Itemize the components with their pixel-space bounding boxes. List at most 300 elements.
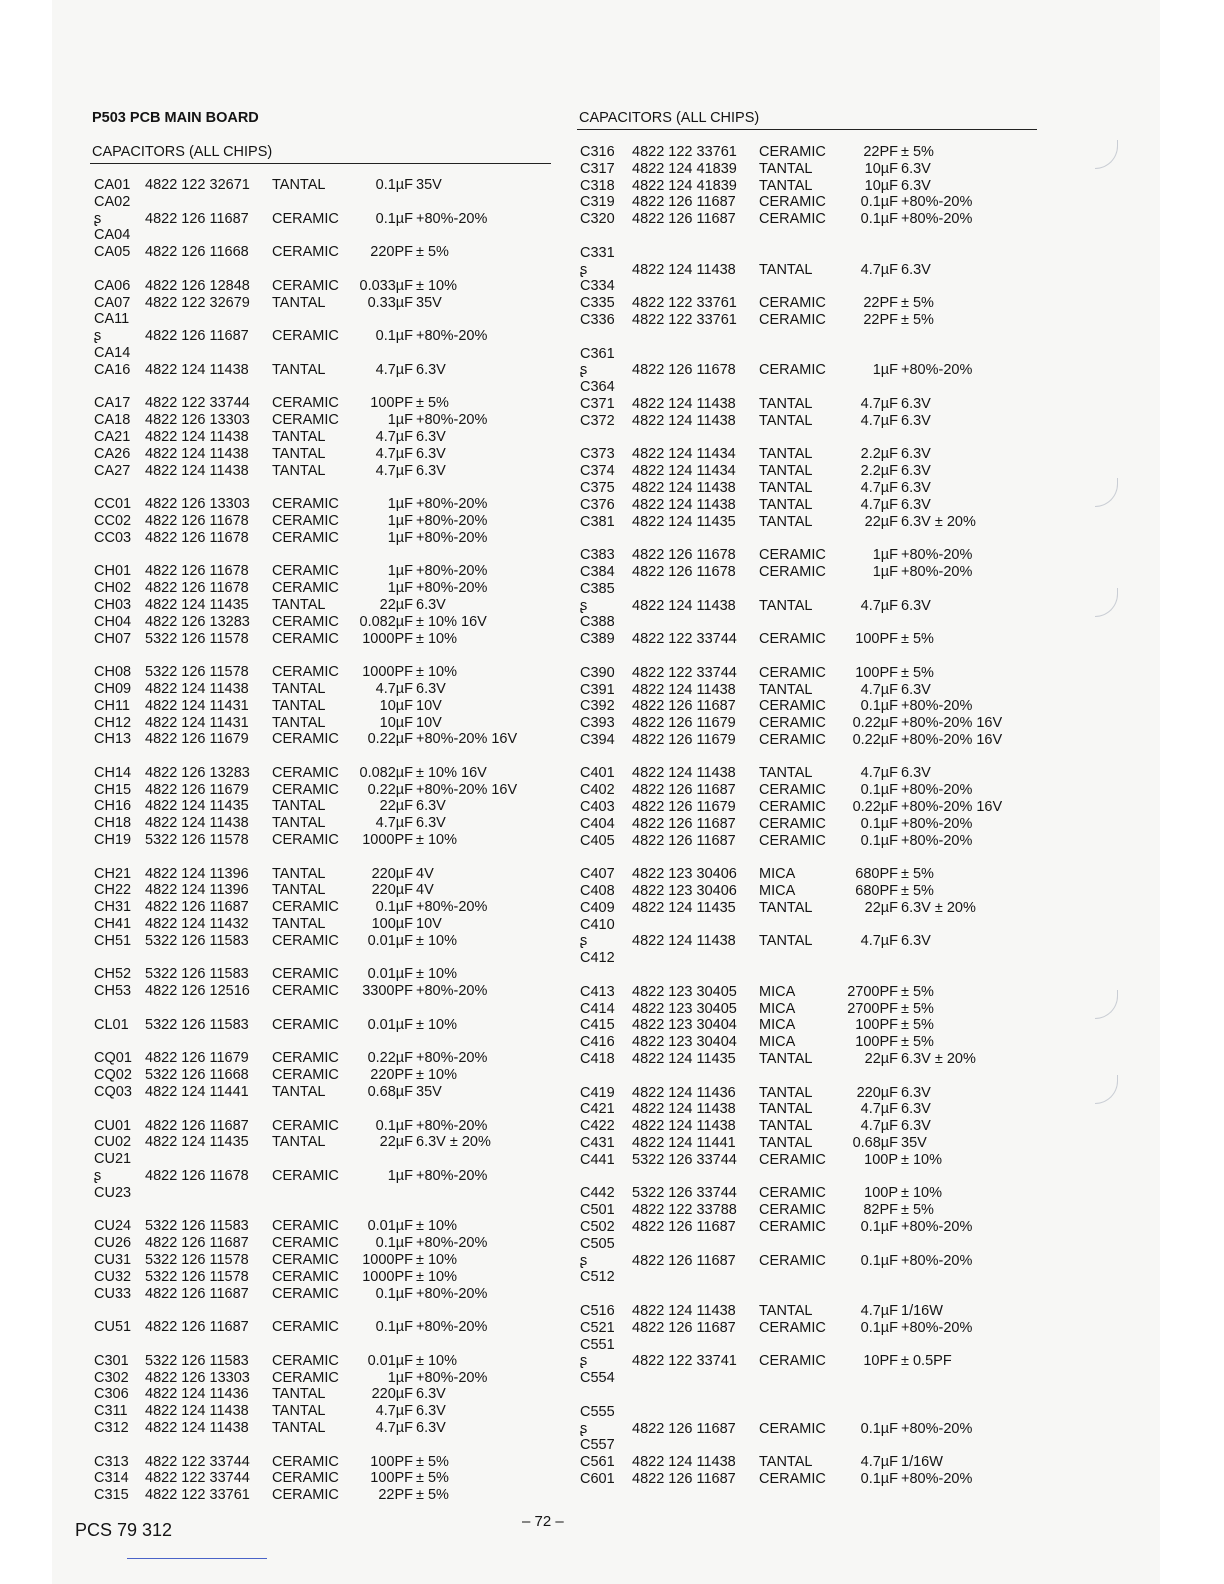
- ref-designator: CA21: [94, 428, 131, 445]
- capacitor-type: CERAMIC: [272, 983, 339, 1000]
- part-number: 4822 126 11678: [145, 512, 249, 529]
- capacitor-type: CERAMIC: [759, 832, 826, 849]
- part-number: 4822 122 33744: [145, 395, 250, 412]
- capacitor-type: TANTAL: [759, 412, 813, 429]
- tolerance-spec: 6.3V: [416, 1403, 446, 1420]
- ref-designator: CH13: [94, 731, 132, 748]
- list-item: [580, 866, 1040, 883]
- list-item: [580, 144, 1040, 161]
- part-number: 5322 126 11583: [145, 1218, 249, 1235]
- part-number: 4822 126 13303: [145, 1369, 250, 1386]
- list-item: [94, 866, 554, 883]
- capacitor-type: CERAMIC: [272, 613, 339, 630]
- capacitor-type: CERAMIC: [759, 563, 826, 580]
- ref-designator: ʂ: [580, 1252, 588, 1269]
- capacitor-type: TANTAL: [759, 765, 813, 782]
- part-number: 4822 126 11678: [632, 547, 736, 564]
- capacitor-type: CERAMIC: [759, 1202, 826, 1219]
- tolerance-spec: ± 5%: [416, 1453, 449, 1470]
- capacitor-type: CERAMIC: [272, 1252, 339, 1268]
- capacitance-value: 220PF: [370, 244, 413, 261]
- part-number: 4822 123 30405: [632, 1000, 737, 1017]
- list-item: [94, 345, 554, 362]
- capacitance-value: 4.7µF: [860, 765, 898, 782]
- capacitance-value: 100PF: [370, 1470, 413, 1487]
- capacitor-type: CERAMIC: [272, 1369, 339, 1386]
- tolerance-spec: +80%-20%: [901, 563, 973, 580]
- capacitor-type: TANTAL: [759, 597, 813, 614]
- list-item: [94, 798, 554, 815]
- ref-designator: C408: [580, 883, 615, 900]
- list-item: [94, 311, 554, 328]
- capacitor-type: CERAMIC: [272, 277, 339, 294]
- part-number: 4822 126 11687: [632, 211, 736, 228]
- ref-designator: C561: [580, 1454, 615, 1471]
- list-spacer: [580, 228, 1040, 245]
- ref-designator: C320: [580, 211, 615, 228]
- capacitor-type: CERAMIC: [272, 1218, 339, 1235]
- ref-designator: CH52: [94, 966, 132, 983]
- capacitor-type: TANTAL: [272, 798, 326, 815]
- ref-designator: C403: [580, 799, 615, 816]
- ref-designator: ʂ: [580, 362, 588, 379]
- ref-designator: CH18: [94, 815, 132, 832]
- capacitance-value: 4.7µF: [375, 1403, 413, 1420]
- ref-designator: CH15: [94, 781, 132, 798]
- list-item: [580, 1202, 1040, 1219]
- part-number: 4822 124 11438: [145, 680, 249, 697]
- capacitance-value: 0.22µF: [367, 731, 413, 748]
- list-item: [580, 833, 1040, 850]
- capacitor-type: TANTAL: [759, 681, 813, 698]
- ref-designator: C373: [580, 446, 615, 463]
- list-item: [94, 429, 554, 446]
- capacitance-value: 0.1µF: [375, 1285, 413, 1302]
- ref-designator: C313: [94, 1453, 129, 1470]
- capacitor-type: MICA: [759, 983, 796, 1000]
- ref-designator: C394: [580, 731, 615, 748]
- capacitance-value: 4.7µF: [860, 1101, 898, 1118]
- ref-designator: CH53: [94, 983, 132, 1000]
- tolerance-spec: 6.3V: [901, 1084, 931, 1101]
- capacitance-value: 680PF: [855, 883, 898, 900]
- ref-designator: CH16: [94, 798, 132, 815]
- tolerance-spec: 6.3V: [901, 177, 931, 194]
- capacitance-value: 0.68µF: [852, 1135, 898, 1152]
- list-item: [580, 346, 1040, 363]
- list-item: [580, 497, 1040, 514]
- capacitance-value: 1µF: [387, 1168, 413, 1185]
- capacitor-type: TANTAL: [759, 1084, 813, 1101]
- tolerance-spec: 6.3V: [901, 412, 931, 429]
- ref-designator: C302: [94, 1369, 129, 1386]
- capacitance-value: 1µF: [387, 1369, 413, 1386]
- ref-designator: CA14: [94, 344, 131, 361]
- tolerance-spec: +80%-20%: [416, 1235, 488, 1252]
- list-item: [580, 161, 1040, 178]
- part-number: 4822 122 32679: [145, 294, 250, 311]
- tolerance-spec: 6.3V: [901, 597, 931, 614]
- part-number: 4822 126 11678: [145, 563, 249, 580]
- tolerance-spec: ± 10%: [416, 1252, 458, 1268]
- capacitance-value: 10µF: [379, 714, 413, 731]
- capacitor-type: TANTAL: [759, 160, 813, 177]
- ref-designator: CH08: [94, 664, 132, 681]
- tolerance-spec: 6.3V: [416, 462, 446, 479]
- capacitance-value: 4.7µF: [375, 462, 413, 479]
- part-number: 4822 124 11434: [632, 446, 736, 463]
- list-item: [94, 1286, 554, 1303]
- list-item: [580, 665, 1040, 682]
- ref-designator: ʂ: [580, 933, 588, 950]
- capacitor-type: TANTAL: [272, 361, 326, 378]
- list-item: [580, 1219, 1040, 1236]
- list-item: [580, 446, 1040, 463]
- list-item: [94, 698, 554, 715]
- capacitor-type: CERAMIC: [759, 799, 826, 816]
- list-item: [580, 396, 1040, 413]
- part-number: 4822 126 11687: [632, 698, 736, 715]
- tolerance-spec: +80%-20%: [416, 1168, 488, 1185]
- tolerance-spec: ± 5%: [416, 1487, 449, 1504]
- ref-designator: C381: [580, 513, 615, 530]
- list-item: [94, 1235, 554, 1252]
- ref-designator: CH07: [94, 630, 132, 647]
- part-number: 5322 126 11578: [145, 832, 249, 849]
- capacitance-value: 0.22µF: [367, 1050, 413, 1067]
- list-item: [580, 581, 1040, 598]
- list-spacer: [580, 329, 1040, 346]
- capacitor-type: CERAMIC: [272, 932, 339, 949]
- ref-designator: CQ03: [94, 1084, 132, 1101]
- capacitor-type: CERAMIC: [272, 899, 339, 916]
- capacitance-value: 4.7µF: [860, 412, 898, 429]
- capacitance-value: 1µF: [387, 580, 413, 597]
- capacitor-type: CERAMIC: [272, 1168, 339, 1185]
- capacitor-type: MICA: [759, 866, 796, 883]
- capacitance-value: 22PF: [378, 1487, 413, 1504]
- list-item: [94, 631, 554, 648]
- list-item: [94, 1134, 554, 1151]
- capacitor-type: TANTAL: [759, 479, 813, 496]
- capacitance-value: 4.7µF: [375, 428, 413, 445]
- list-spacer: [580, 967, 1040, 984]
- capacitance-value: 0.1µF: [375, 1235, 413, 1252]
- capacitor-type: CERAMIC: [759, 194, 826, 211]
- list-item: [580, 1421, 1040, 1438]
- ref-designator: CC03: [94, 529, 132, 546]
- ref-designator: CA07: [94, 294, 131, 311]
- list-spacer: [94, 479, 554, 496]
- list-item: [580, 514, 1040, 531]
- part-number: 4822 122 33744: [632, 664, 737, 681]
- capacitor-type: TANTAL: [272, 1419, 326, 1436]
- tolerance-spec: ± 5%: [901, 295, 934, 312]
- part-number: 4822 126 11679: [632, 715, 736, 732]
- tolerance-spec: +80%-20%: [901, 1252, 973, 1269]
- list-item: [580, 782, 1040, 799]
- list-item: [94, 731, 554, 748]
- capacitance-value: 4.7µF: [860, 1302, 898, 1319]
- capacitance-value: 0.01µF: [367, 1016, 413, 1033]
- list-spacer: [94, 1034, 554, 1051]
- tolerance-spec: 6.3V: [416, 596, 446, 613]
- capacitance-value: 220µF: [371, 1386, 413, 1403]
- ref-designator: C374: [580, 463, 615, 480]
- list-item: [94, 1269, 554, 1286]
- list-spacer: [94, 1202, 554, 1219]
- capacitor-type: MICA: [759, 1034, 796, 1051]
- part-number: 4822 126 11687: [632, 194, 736, 211]
- list-spacer: [94, 547, 554, 564]
- list-item: [94, 1470, 554, 1487]
- part-number: 4822 124 11436: [632, 1084, 736, 1101]
- ref-designator: C401: [580, 765, 615, 782]
- capacitance-value: 100PF: [855, 664, 898, 681]
- tolerance-spec: 6.3V: [901, 446, 931, 463]
- capacitance-value: 0.01µF: [367, 966, 413, 983]
- list-item: [580, 1454, 1040, 1471]
- list-item: [94, 446, 554, 463]
- tolerance-spec: 6.3V: [416, 798, 446, 815]
- list-spacer: [580, 1068, 1040, 1085]
- capacitance-value: 0.1µF: [860, 1319, 898, 1336]
- list-item: [94, 395, 554, 412]
- list-spacer: [94, 1302, 554, 1319]
- tolerance-spec: 4V: [416, 865, 434, 882]
- capacitor-type: MICA: [759, 883, 796, 900]
- capacitance-value: 22PF: [863, 295, 898, 312]
- ref-designator: C364: [580, 379, 615, 396]
- ref-designator: CC02: [94, 512, 132, 529]
- capacitance-value: 0.33µF: [367, 294, 413, 311]
- tolerance-spec: 6.3V: [901, 933, 931, 950]
- list-item: [580, 732, 1040, 749]
- tolerance-spec: ± 5%: [901, 1017, 934, 1034]
- part-number: 4822 124 11438: [632, 1101, 736, 1118]
- capacitance-value: 0.1µF: [860, 1470, 898, 1487]
- capacitor-type: CERAMIC: [272, 563, 339, 580]
- list-item: [94, 194, 554, 211]
- part-number: 4822 123 30404: [632, 1017, 737, 1034]
- capacitor-type: CERAMIC: [759, 1319, 826, 1336]
- capacitor-type: TANTAL: [759, 177, 813, 194]
- tolerance-spec: 1/16W: [901, 1454, 943, 1471]
- capacitor-type: TANTAL: [759, 899, 813, 916]
- part-number: 4822 122 33744: [145, 1470, 250, 1487]
- capacitance-value: 4.7µF: [860, 1454, 898, 1471]
- ref-designator: CU02: [94, 1134, 132, 1151]
- capacitor-type: TANTAL: [272, 177, 326, 193]
- list-item: [94, 664, 554, 681]
- list-item: [94, 899, 554, 916]
- part-number: 4822 124 11438: [145, 815, 249, 832]
- list-spacer: [94, 261, 554, 278]
- capacitor-type: CERAMIC: [272, 1453, 339, 1470]
- list-item: [580, 900, 1040, 917]
- tolerance-spec: 6.3V: [416, 361, 446, 378]
- ref-designator: C419: [580, 1084, 615, 1101]
- list-item: [580, 245, 1040, 262]
- part-number: 4822 126 11687: [145, 1117, 249, 1134]
- right-column-heading: CAPACITORS (ALL CHIPS): [579, 110, 760, 126]
- tolerance-spec: ± 5%: [901, 983, 934, 1000]
- ref-designator: C391: [580, 681, 615, 698]
- tolerance-spec: 6.3V: [901, 681, 931, 698]
- capacitance-value: 220µF: [856, 1084, 898, 1101]
- ref-designator: CH04: [94, 613, 132, 630]
- part-number: 4822 126 11687: [632, 1470, 736, 1487]
- part-number: 4822 126 11687: [145, 210, 249, 227]
- capacitor-type: CERAMIC: [759, 295, 826, 312]
- part-number: 4822 124 11434: [632, 463, 736, 480]
- list-item: [580, 480, 1040, 497]
- tolerance-spec: 4V: [416, 882, 434, 899]
- tolerance-spec: 6.3V ± 20%: [901, 899, 976, 916]
- ref-designator: C557: [580, 1437, 615, 1454]
- part-number: 4822 123 30406: [632, 866, 737, 883]
- list-spacer: [580, 749, 1040, 766]
- ref-designator: ʂ: [580, 597, 588, 614]
- capacitance-value: 0.1µF: [860, 815, 898, 832]
- tolerance-spec: ± 0.5PF: [901, 1353, 952, 1370]
- ref-designator: C521: [580, 1319, 615, 1336]
- tolerance-spec: 6.3V: [416, 1419, 446, 1436]
- capacitor-type: CERAMIC: [759, 1420, 826, 1437]
- tolerance-spec: +80%-20% 16V: [416, 781, 518, 798]
- list-item: [94, 882, 554, 899]
- part-number: 5322 126 33744: [632, 1185, 737, 1202]
- list-item: [580, 1034, 1040, 1051]
- part-number: 4822 124 11435: [632, 899, 736, 916]
- ref-designator: C331: [580, 244, 615, 261]
- tolerance-spec: ± 5%: [901, 144, 934, 160]
- ref-designator: CH09: [94, 680, 132, 697]
- capacitor-type: CERAMIC: [759, 1353, 826, 1370]
- capacitance-value: 2700PF: [847, 983, 898, 1000]
- capacitor-type: CERAMIC: [272, 1487, 339, 1504]
- list-spacer: [94, 1000, 554, 1017]
- list-spacer: [580, 849, 1040, 866]
- part-number: 4822 126 11678: [632, 563, 736, 580]
- ref-designator: C312: [94, 1419, 129, 1436]
- ref-designator: CU31: [94, 1252, 132, 1268]
- capacitor-type: CERAMIC: [272, 1016, 339, 1033]
- list-item: [94, 782, 554, 799]
- capacitor-type: CERAMIC: [272, 529, 339, 546]
- tolerance-spec: +80%-20%: [901, 832, 973, 849]
- part-number: 4822 124 11438: [145, 445, 249, 462]
- tolerance-spec: ± 10% 16V: [416, 613, 487, 630]
- capacitance-value: 100PF: [370, 395, 413, 412]
- part-number: 5322 126 11583: [145, 1016, 249, 1033]
- tolerance-spec: +80%-20%: [901, 1420, 973, 1437]
- ref-designator: C551: [580, 1336, 615, 1353]
- capacitor-type: CERAMIC: [759, 1252, 826, 1269]
- tolerance-spec: 6.3V: [416, 815, 446, 832]
- list-item: [580, 1303, 1040, 1320]
- footer-document-code: PCS 79 312: [75, 1520, 173, 1540]
- capacitance-value: 0.1µF: [860, 194, 898, 211]
- list-item: [580, 933, 1040, 950]
- ref-designator: CH51: [94, 932, 132, 949]
- capacitance-value: 0.22µF: [852, 731, 898, 748]
- capacitance-value: 0.22µF: [852, 715, 898, 732]
- ref-designator: C376: [580, 496, 615, 513]
- ref-designator: C390: [580, 664, 615, 681]
- tolerance-spec: 35V: [416, 177, 442, 193]
- list-item: [94, 563, 554, 580]
- left-capacitor-list: [94, 177, 554, 1504]
- tolerance-spec: ± 10%: [901, 1185, 943, 1202]
- list-item: [94, 983, 554, 1000]
- tolerance-spec: 10V: [416, 916, 442, 933]
- list-item: [94, 916, 554, 933]
- capacitance-value: 4.7µF: [860, 479, 898, 496]
- tolerance-spec: +80%-20% 16V: [416, 731, 518, 748]
- part-number: 4822 124 11441: [632, 1135, 736, 1152]
- footer-link-underline: [127, 1558, 267, 1559]
- ref-designator: CH41: [94, 916, 132, 933]
- list-item: [580, 1404, 1040, 1421]
- list-item: [94, 244, 554, 261]
- list-item: [580, 765, 1040, 782]
- list-item: [580, 614, 1040, 631]
- capacitor-type: TANTAL: [759, 1135, 813, 1152]
- capacitance-value: 1µF: [387, 412, 413, 429]
- list-item: [580, 950, 1040, 967]
- left-heading-rule: [90, 163, 551, 164]
- list-item: [94, 1370, 554, 1387]
- part-number: 4822 126 11687: [632, 1319, 736, 1336]
- list-item: [94, 580, 554, 597]
- list-item: [94, 715, 554, 732]
- capacitance-value: 1000PF: [362, 664, 413, 681]
- part-number: 4822 122 33744: [632, 631, 737, 648]
- ref-designator: C318: [580, 177, 615, 194]
- ref-designator: C335: [580, 295, 615, 312]
- tolerance-spec: +80%-20%: [416, 1050, 488, 1067]
- capacitor-type: TANTAL: [272, 596, 326, 613]
- capacitor-type: CERAMIC: [272, 1470, 339, 1487]
- tolerance-spec: ± 10%: [416, 630, 458, 647]
- ref-designator: C512: [580, 1269, 615, 1286]
- capacitor-type: CERAMIC: [272, 630, 339, 647]
- capacitance-value: 0.1µF: [860, 1420, 898, 1437]
- tolerance-spec: ± 5%: [901, 866, 934, 883]
- ref-designator: C416: [580, 1034, 615, 1051]
- tolerance-spec: ± 10%: [416, 1268, 458, 1285]
- ref-designator: ʂ: [580, 261, 588, 278]
- tolerance-spec: 1/16W: [901, 1302, 943, 1319]
- list-item: [94, 227, 554, 244]
- tolerance-spec: 6.3V: [901, 479, 931, 496]
- tolerance-spec: +80%-20%: [416, 1117, 488, 1134]
- list-item: [94, 1118, 554, 1135]
- part-number: 4822 126 11678: [145, 580, 249, 597]
- list-item: [94, 412, 554, 429]
- list-item: [94, 1420, 554, 1437]
- part-number: 4822 126 11687: [145, 1235, 249, 1252]
- part-number: 5322 126 33744: [632, 1151, 737, 1168]
- capacitor-type: CERAMIC: [759, 311, 826, 328]
- capacitance-value: 100µF: [371, 916, 413, 933]
- capacitance-value: 3300PF: [362, 983, 413, 1000]
- tolerance-spec: ± 5%: [901, 1202, 934, 1219]
- capacitance-value: 0.1µF: [860, 698, 898, 715]
- capacitor-type: CERAMIC: [272, 244, 339, 261]
- ref-designator: C388: [580, 614, 615, 631]
